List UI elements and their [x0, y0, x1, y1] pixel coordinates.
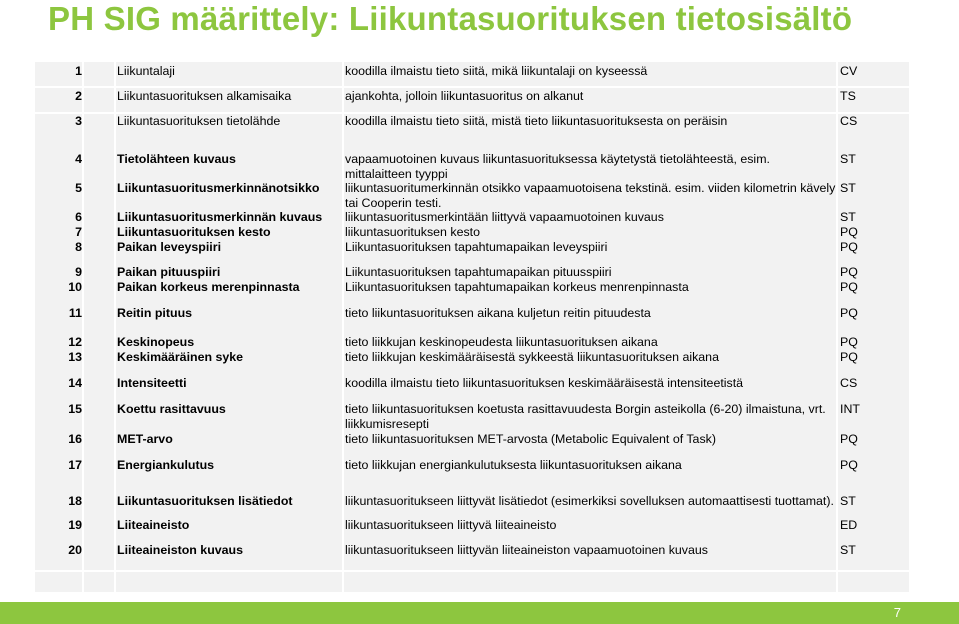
field-name: Paikan leveyspiiri — [117, 240, 222, 254]
field-name: Keskinopeus — [117, 335, 195, 349]
row-number: 12 — [68, 335, 82, 349]
field-description: tieto liikuntasuorituksen aikana kuljetun reitin pituudesta — [345, 306, 651, 320]
row-number: 18 — [68, 494, 82, 508]
row-number: 2 — [75, 89, 82, 103]
row-number: 16 — [68, 432, 82, 446]
field-type: ED — [840, 518, 858, 532]
field-description: tieto liikkujan keskimääräisestä sykkeestä liikuntasuorituksen aikana — [345, 350, 719, 364]
row-number: 15 — [68, 402, 82, 416]
field-description: liikuntasuorituksen kesto — [345, 225, 480, 239]
slide-title: PH SIG määrittely: Liikuntasuorituksen tietosisältö — [48, 0, 853, 37]
field-description: ajankohta, jolloin liikuntasuoritus on alkanut — [345, 89, 584, 103]
field-description: liikuntasuoritumerkinnän otsikko vapaamuotoisena tekstinä. esim. viiden kilometrin kävely tai Cooperin testi. — [345, 181, 836, 210]
field-type: PQ — [840, 240, 858, 254]
field-description: tieto liikuntasuorituksen MET-arvosta (Metabolic Equivalent of Task) — [345, 432, 716, 446]
field-type: CS — [840, 114, 858, 128]
row-number: 1 — [75, 64, 82, 78]
field-name: Liiteaineiston kuvaus — [117, 543, 244, 557]
footer-bar — [0, 602, 959, 624]
row-number: 9 — [75, 265, 82, 279]
field-name: Liikuntalaji — [117, 64, 175, 78]
field-name: Reitin pituus — [117, 306, 193, 320]
field-type: PQ — [840, 265, 858, 279]
field-description: Liikuntasuorituksen tapahtumapaikan pituusspiiri — [345, 265, 612, 279]
field-name: Paikan pituuspiiri — [117, 265, 221, 279]
field-description: Liikuntasuorituksen tapahtumapaikan korkeus menrenpinnasta — [345, 280, 689, 294]
field-type: PQ — [840, 458, 858, 472]
field-name: Liiteaineisto — [117, 518, 190, 532]
row-number: 3 — [75, 114, 82, 128]
field-type: ST — [840, 494, 856, 508]
field-type: TS — [840, 89, 856, 103]
field-type: PQ — [840, 225, 858, 239]
page-number: 7 — [893, 605, 901, 620]
row-divider — [35, 570, 909, 572]
field-description: koodilla ilmaistu tieto liikuntasuorituksen keskimääräisestä intensiteetistä — [345, 376, 744, 390]
field-type: PQ — [840, 335, 858, 349]
field-name: Tietolähteen kuvaus — [117, 152, 236, 166]
field-name: Liikuntasuorituksen lisätiedot — [117, 494, 293, 508]
field-name: Paikan korkeus merenpinnasta — [117, 280, 300, 294]
field-description: liikuntasuoritukseen liittyvä liiteaineisto — [345, 518, 557, 532]
field-description: liikuntasuoritukseen liittyvän liiteaineiston vapaamuotoinen kuvaus — [345, 543, 708, 557]
field-type: ST — [840, 543, 856, 557]
row-number: 17 — [68, 458, 82, 472]
field-type: PQ — [840, 280, 858, 294]
field-type: ST — [840, 152, 856, 166]
row-number: 11 — [68, 306, 82, 320]
field-name: Liikuntasuorituksen tietolähde — [117, 114, 281, 128]
row-number: 20 — [68, 543, 82, 557]
field-type: ST — [840, 181, 856, 195]
field-name: MET-arvo — [117, 432, 173, 446]
field-description: Liikuntasuorituksen tapahtumapaikan leveyspiiri — [345, 240, 608, 254]
column-divider — [114, 62, 116, 592]
field-type: CS — [840, 376, 858, 390]
field-type: PQ — [840, 306, 858, 320]
row-number: 4 — [75, 152, 82, 166]
field-name: Energiankulutus — [117, 458, 215, 472]
field-type: ST — [840, 210, 856, 224]
row-number: 8 — [75, 240, 82, 254]
field-name: Koettu rasittavuus — [117, 402, 226, 416]
field-type: INT — [840, 402, 860, 416]
field-description: tieto liikuntasuorituksen koetusta rasittavuudesta Borgin asteikolla (6-20) ilmaistuna, vrt. liikkumisresepti — [345, 402, 826, 431]
row-number: 14 — [68, 376, 82, 390]
row-number: 7 — [75, 225, 82, 239]
field-type: PQ — [840, 432, 858, 446]
column-divider — [836, 62, 838, 592]
row-divider — [35, 86, 909, 88]
data-table — [35, 62, 909, 592]
field-name: Liikuntasuorituksen alkamisaika — [117, 89, 292, 103]
field-description: vapaamuotoinen kuvaus liikuntasuorituksessa käytetystä tietolähteestä, esim. mittalaitteen tyyppi — [345, 152, 770, 181]
row-number: 19 — [68, 518, 82, 532]
row-number: 5 — [75, 181, 82, 195]
field-description: koodilla ilmaistu tieto siitä, mistä tieto liikuntasuorituksesta on peräisin — [345, 114, 728, 128]
field-name: Liikuntasuorituksen kesto — [117, 225, 271, 239]
field-description: liikuntasuoritukseen liittyvät lisätiedot (esimerkiksi sovelluksen automaattisesti tuottamat). — [345, 494, 834, 508]
field-name: Keskimääräinen syke — [117, 350, 244, 364]
field-description: liikuntasuoritusmerkintään liittyvä vapaamuotoinen kuvaus — [345, 210, 664, 224]
field-name: Liikuntasuoritusmerkinnänotsikko — [117, 181, 320, 195]
field-type: CV — [840, 64, 858, 78]
field-description: tieto liikkujan keskinopeudesta liikuntasuorituksen aikana — [345, 335, 658, 349]
column-divider — [342, 62, 344, 592]
row-number: 10 — [68, 280, 82, 294]
row-number: 6 — [75, 210, 82, 224]
field-type: PQ — [840, 350, 858, 364]
field-description: tieto liikkujan energiankulutuksesta liikuntasuorituksen aikana — [345, 458, 682, 472]
column-divider — [82, 62, 84, 592]
field-description: koodilla ilmaistu tieto siitä, mikä liikuntalaji on kyseessä — [345, 64, 648, 78]
field-name: Liikuntasuoritusmerkinnän kuvaus — [117, 210, 323, 224]
row-number: 13 — [68, 350, 82, 364]
field-name: Intensiteetti — [117, 376, 187, 390]
